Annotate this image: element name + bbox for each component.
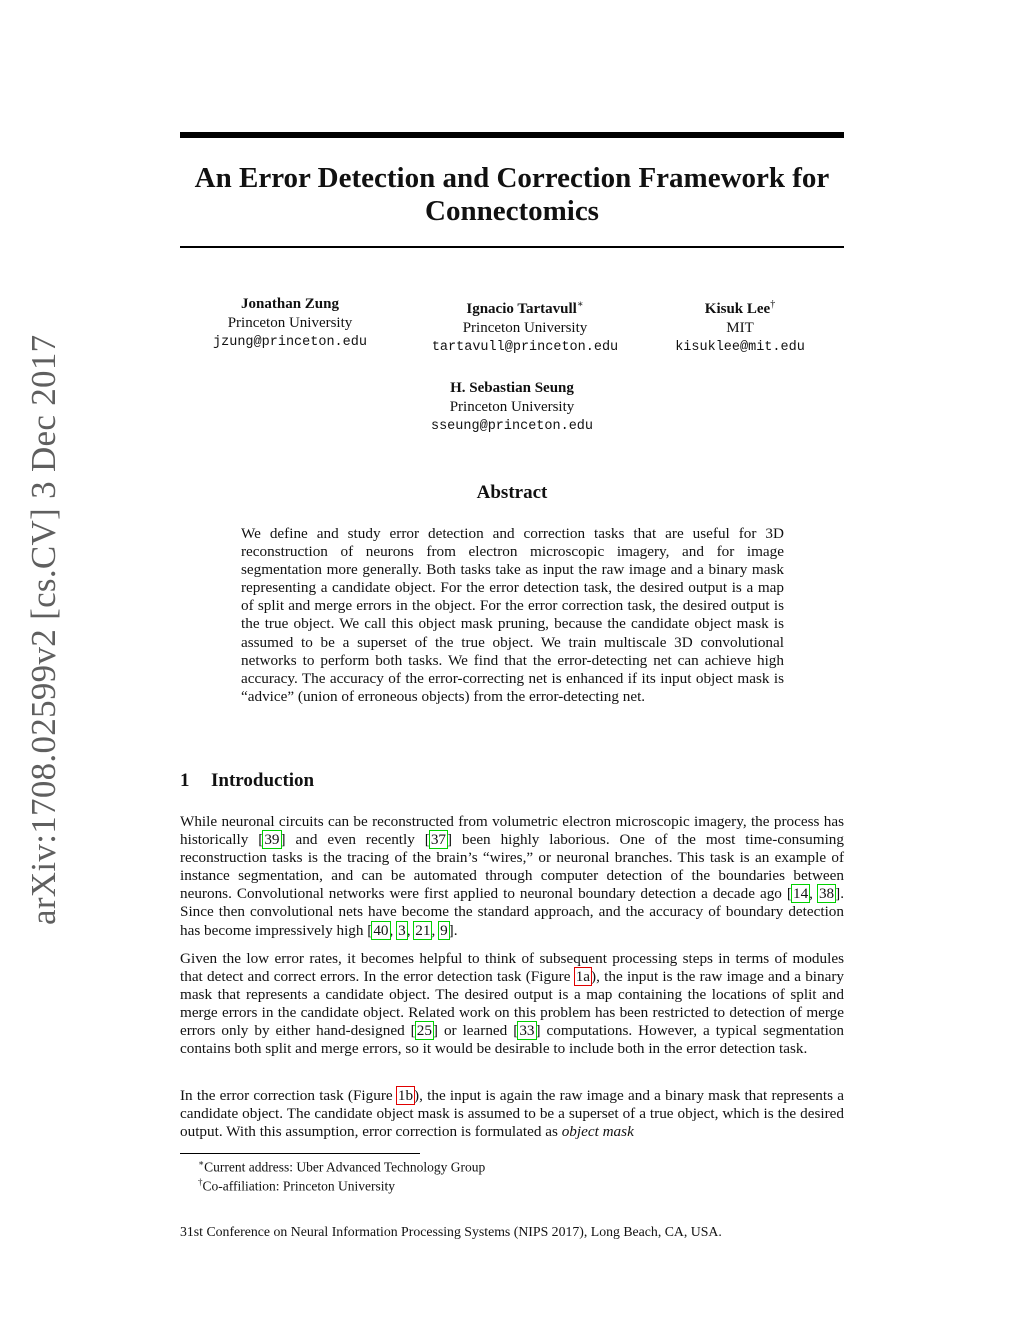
title-bottom-rule (180, 246, 844, 248)
conference-venue-note: 31st Conference on Neural Information Processing Systems (NIPS 2017), Long Beach, CA, USA. (180, 1224, 722, 1239)
abstract-text: We define and study error detection and correction tasks that are useful for 3D reconstruction of neurons from electron microscopic imagery, and for image segmentation more generally. Both tasks take as input the raw image and a binary mask representing a candidate object. For the error detection task, the desired output is a map of split and merge errors in the object. For the error correction task, the desired output is the true object. We call this object mask pruning, because the candidate object mask is assumed to be a superset of the true object. We train multiscale 3D convolutional networks to perform both tasks. We find that the error-detecting net can achieve high accuracy. The accuracy of the error-correcting net is enhanced if its input object mask is “advice” (union of erroneous objects) from the error-detecting net. (241, 525, 784, 705)
author-email[interactable]: jzung@princeton.edu (213, 335, 367, 350)
abstract-heading: Abstract (476, 482, 548, 503)
intro-paragraph-1: While neuronal circuits can be reconstructed from volumetric electron microscopic imagery, the process has historically [39] and even recently [37] been highly laborious. One of the most time-consuming reconstruction tasks is the tracing of the brain’s “wires,” or neuronal branches. This task is an example of instance segmentation, and can be automated through computer detection of the boundaries between neurons. Convolutional networks were first applied to neuronal boundary detection a decade ago [14, 38]. Since then convolutional nets have become the standard approach, and the accuracy of boundary detection has become impressively high [40, 3, 21, 9]. (180, 813, 844, 939)
footnote-co-affiliation: †Co-affiliation: Princeton University (198, 1177, 395, 1194)
citation-link[interactable]: 3 (398, 921, 406, 939)
citation-link[interactable]: 21 (415, 921, 431, 939)
citation-link[interactable]: 33 (519, 1022, 535, 1040)
arxiv-identifier-stamp: arXiv:1708.02599v2 [cs.CV] 3 Dec 2017 (24, 334, 63, 925)
author-email[interactable]: kisuklee@mit.edu (675, 340, 805, 355)
author-name: Jonathan Zung (241, 296, 339, 312)
author-affiliation: Princeton University (462, 320, 588, 336)
citation-link[interactable]: 9 (440, 921, 448, 939)
citation-link[interactable]: 37 (430, 831, 446, 849)
section-heading-introduction (180, 769, 314, 793)
author-email[interactable]: tartavull@princeton.edu (431, 340, 619, 355)
author-block-seung (392, 379, 632, 436)
footnote-current-address: ∗Current address: Uber Advanced Technology Group (198, 1158, 486, 1175)
citation-link[interactable]: 38 (818, 885, 835, 903)
section-number: 1 (180, 770, 190, 791)
emphasized-term: object mask (561, 1123, 634, 1141)
title-top-rule (180, 132, 844, 138)
author-block-lee (620, 295, 860, 357)
citation-link[interactable]: 14 (792, 885, 809, 903)
citation-link[interactable]: 25 (416, 1022, 432, 1040)
author-email[interactable]: sseung@princeton.edu (430, 419, 594, 434)
intro-paragraph-2: Given the low error rates, it becomes helpful to think of subsequent processing steps in terms of modules that detect and correct errors. In the error detection task (Figure 1a), the input is the raw image and a binary mask that represents a candidate object. The desired output is a map containing the locations of split and merge errors in the candidate object. Related work on this problem has been restricted to detection of merge errors only by either hand-designed [25] or learned [33] computations. However, a typical segmentation contains both split and merge errors, so it would be desirable to include both in the error detection task. (180, 950, 844, 1058)
author-name: Kisuk Lee† (704, 299, 776, 317)
author-block-zung (170, 295, 410, 352)
citation-link[interactable]: 39 (264, 831, 280, 849)
figure-reference-link[interactable]: 1a (575, 968, 591, 986)
paper-title: An Error Detection and Correction Framework for Connectomics (194, 162, 830, 227)
author-affiliation: MIT (726, 320, 754, 336)
footnote-marker: † (198, 1177, 203, 1187)
footnote-divider (180, 1153, 420, 1154)
intro-paragraph-3: In the error correction task (Figure 1b), the input is again the raw image and a binary mask that represents a candidate object. The candidate object mask is assumed to be a superset of a true object, which is the desired output. With this assumption, error correction is formulated as object mask (180, 1087, 845, 1141)
section-title: Introduction (211, 770, 315, 791)
author-affiliation: Princeton University (227, 315, 353, 331)
author-affiliation: Princeton University (449, 399, 575, 415)
author-block-tartavull (405, 295, 645, 357)
author-name: H. Sebastian Seung (450, 380, 574, 396)
footnote-marker: † (770, 299, 776, 310)
citation-link[interactable]: 40 (373, 921, 389, 939)
footnote-marker: ∗ (576, 299, 584, 310)
figure-reference-link[interactable]: 1b (397, 1087, 414, 1104)
footnote-marker: ∗ (198, 1158, 205, 1168)
author-name: Ignacio Tartavull∗ (466, 299, 584, 317)
